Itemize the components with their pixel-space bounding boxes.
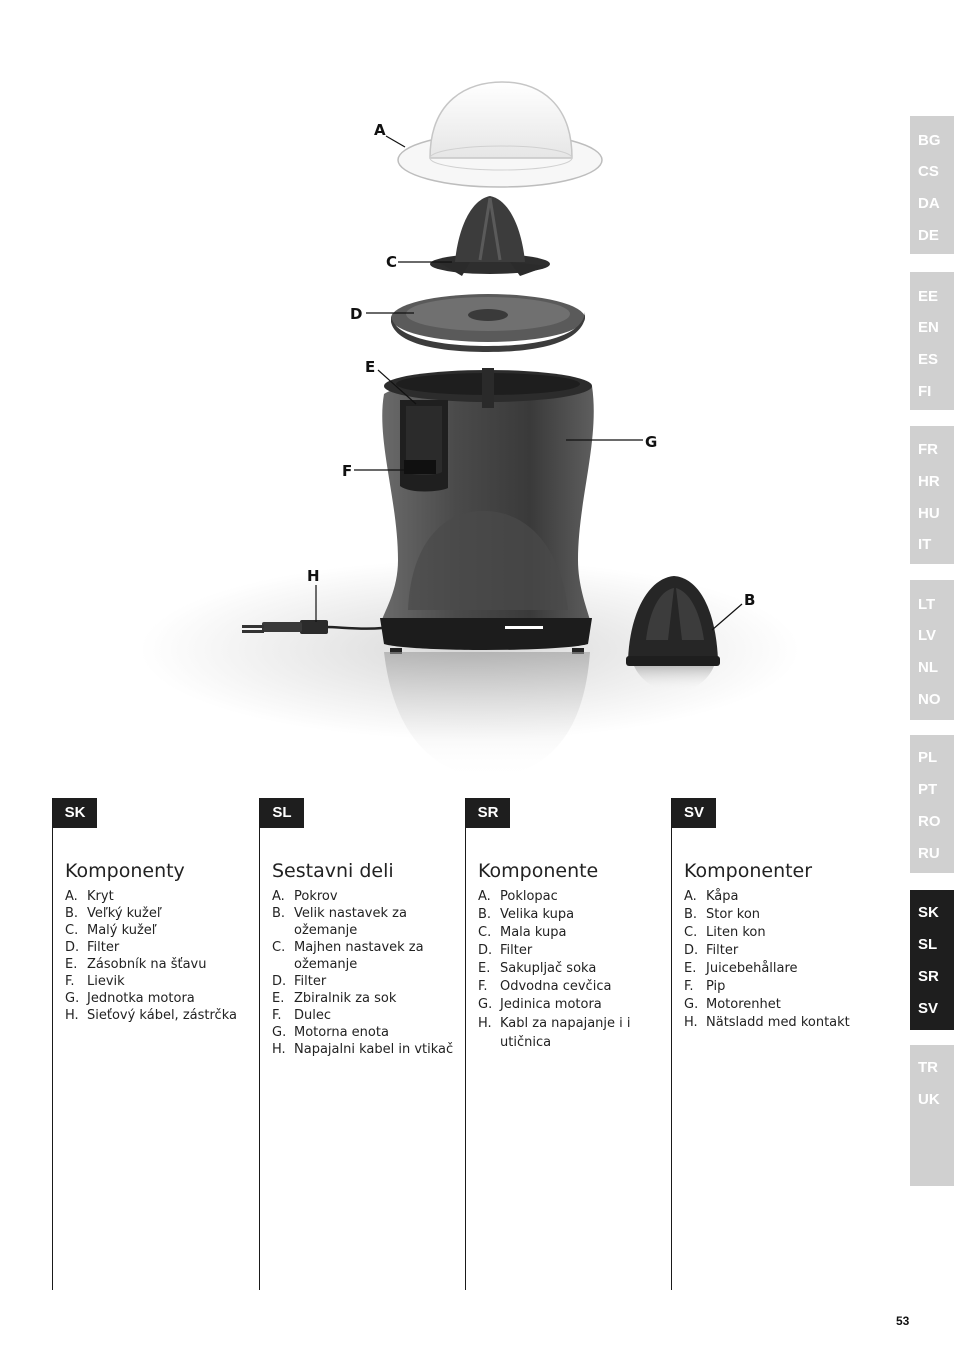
lang-tab-sk[interactable]: SK (918, 904, 939, 921)
list-item (272, 990, 462, 1007)
lang-tab-uk[interactable]: UK (918, 1091, 940, 1108)
lang-group-6-active (910, 890, 954, 1030)
item-text: Motorna enota (294, 1025, 389, 1040)
item-text: Malý kužeľ (87, 923, 157, 938)
callout-f: F (342, 462, 353, 480)
item-letter: H. (478, 1016, 492, 1031)
item-text: Filter (706, 943, 739, 958)
list-item (272, 888, 462, 905)
lang-tab-pt[interactable]: PT (918, 781, 938, 798)
item-text: Pip (706, 979, 726, 994)
item-letter: E. (684, 961, 697, 976)
list-item (65, 922, 255, 939)
item-text: Liten kon (706, 925, 766, 940)
item-text: Zásobník na šťavu (87, 957, 207, 972)
item-text: Jedinica motora (500, 997, 602, 1012)
list-item (684, 906, 874, 923)
lang-tab-da[interactable]: DA (918, 195, 940, 212)
column-language-tag: SK (53, 798, 97, 828)
item-text: Kabl za napajanje i i utičnica (500, 1016, 631, 1050)
lang-group-1 (910, 116, 954, 254)
column-title: Komponente (478, 859, 599, 882)
lang-tab-de[interactable]: DE (918, 227, 939, 244)
callout-e: E (365, 358, 376, 376)
item-letter: F. (478, 979, 488, 994)
lang-tab-ro[interactable]: RO (918, 813, 941, 830)
list-item (684, 996, 874, 1013)
lang-group-2 (910, 272, 954, 410)
lang-tab-fi[interactable]: FI (918, 383, 932, 400)
item-text: Kryt (87, 889, 114, 904)
list-item (272, 1024, 462, 1041)
item-letter: A. (478, 889, 491, 904)
lang-tab-es[interactable]: ES (918, 351, 939, 368)
list-item (65, 888, 255, 905)
list-item (478, 888, 668, 905)
list-item (478, 996, 668, 1013)
item-letter: B. (684, 907, 698, 922)
item-letter: G. (478, 997, 493, 1012)
column-sv (671, 798, 872, 1290)
item-letter: H. (684, 1015, 698, 1030)
item-letter: E. (272, 991, 285, 1006)
item-text: Sieťový kábel, zástrčka (87, 1008, 237, 1023)
item-text: Motorenhet (706, 997, 781, 1012)
item-text: Velik nastavek za ožemanje (294, 906, 407, 938)
lang-group-3 (910, 426, 954, 564)
lang-tab-lv[interactable]: LV (918, 627, 937, 644)
list-item (272, 1041, 462, 1058)
column-title: Komponenter (684, 859, 813, 882)
column-language-tag: SL (260, 798, 304, 828)
lang-tab-sv[interactable]: SV (918, 1000, 939, 1017)
lang-tab-hu[interactable]: HU (918, 505, 940, 522)
item-letter: B. (65, 906, 79, 921)
list-item (65, 990, 255, 1007)
item-text: Pokrov (294, 889, 338, 904)
item-letter: F. (272, 1008, 282, 1023)
item-text: Nätsladd med kontakt (706, 1015, 850, 1030)
lang-tab-it[interactable]: IT (918, 536, 932, 553)
item-letter: G. (65, 991, 80, 1006)
lid-part (398, 82, 602, 187)
callout-b: B (744, 591, 756, 609)
item-text: Lievik (87, 974, 125, 989)
item-letter: F. (65, 974, 75, 989)
item-letter: D. (65, 940, 80, 955)
list-item (272, 905, 462, 939)
item-text: Zbiralnik za sok (294, 991, 397, 1006)
item-text: Sakupljač soka (500, 961, 597, 976)
lang-tab-ee[interactable]: EE (918, 288, 939, 305)
lang-tab-no[interactable]: NO (918, 691, 941, 708)
component-list (684, 888, 874, 1031)
column-sr (465, 798, 666, 1290)
item-letter: C. (478, 925, 492, 940)
list-item (478, 924, 668, 941)
list-item (684, 888, 874, 905)
lang-tab-nl[interactable]: NL (918, 659, 938, 676)
item-letter: G. (272, 1025, 287, 1040)
item-text: Napajalni kabel in vtikač (294, 1042, 454, 1057)
list-item (478, 978, 668, 995)
item-text: Filter (294, 974, 327, 989)
item-letter: D. (684, 943, 699, 958)
item-letter: C. (65, 923, 79, 938)
list-item (65, 905, 255, 922)
filter-part (391, 294, 585, 352)
list-item (65, 956, 255, 973)
item-text: Stor kon (706, 907, 761, 922)
column-title: Komponenty (65, 859, 185, 882)
item-letter: A. (684, 889, 697, 904)
item-text: Filter (500, 943, 533, 958)
lang-tab-tr[interactable]: TR (918, 1059, 938, 1076)
item-letter: C. (272, 940, 286, 955)
item-letter: A. (272, 889, 285, 904)
item-text: Jednotka motora (87, 991, 195, 1006)
component-list (478, 888, 668, 1052)
list-item (684, 960, 874, 977)
item-text: Velika kupa (500, 907, 575, 922)
component-list (272, 888, 462, 1058)
motor-unit-part (380, 368, 594, 780)
component-list (65, 888, 255, 1024)
item-letter: C. (684, 925, 698, 940)
item-letter: H. (272, 1042, 286, 1057)
lang-tab-fr[interactable]: FR (918, 441, 938, 458)
list-item (65, 973, 255, 990)
item-text: Mala kupa (500, 925, 567, 940)
item-letter: F. (684, 979, 694, 994)
lang-tab-lt[interactable]: LT (918, 596, 936, 613)
item-letter: E. (65, 957, 78, 972)
list-item (684, 1014, 874, 1031)
item-text: Dulec (294, 1008, 332, 1023)
item-letter: H. (65, 1008, 79, 1023)
callout-g: G (645, 433, 658, 451)
list-item (478, 942, 668, 959)
list-item (478, 1014, 668, 1052)
column-language-tag: SV (672, 798, 716, 828)
list-item (684, 942, 874, 959)
item-text: Filter (87, 940, 120, 955)
list-item (272, 939, 462, 973)
item-text: Odvodna cevčica (500, 979, 612, 994)
item-text: Kåpa (706, 889, 739, 904)
lang-tab-ru[interactable]: RU (918, 845, 940, 862)
lang-tab-en[interactable]: EN (918, 319, 939, 336)
lang-group-5 (910, 735, 954, 873)
item-letter: B. (272, 906, 286, 921)
lang-tab-sr[interactable]: SR (918, 968, 939, 985)
item-text: Juicebehållare (706, 961, 798, 976)
column-sk (52, 798, 253, 1290)
item-letter: D. (272, 974, 287, 989)
list-item (684, 978, 874, 995)
list-item (272, 1007, 462, 1024)
item-text: Poklopac (500, 889, 558, 904)
list-item (65, 939, 255, 956)
item-letter: E. (478, 961, 491, 976)
callout-h: H (307, 567, 320, 585)
column-title: Sestavni deli (272, 859, 394, 882)
item-text: Veľký kužeľ (87, 906, 162, 921)
callout-c: C (386, 253, 398, 271)
item-letter: D. (478, 943, 493, 958)
lang-tab-hr[interactable]: HR (918, 473, 940, 490)
list-item (478, 960, 668, 977)
list-item (272, 973, 462, 990)
list-item (684, 924, 874, 941)
callout-a: A (374, 121, 386, 139)
item-text: Majhen nastavek za ožemanje (294, 940, 424, 972)
small-cone-part (430, 196, 550, 276)
lang-group-7 (910, 1045, 954, 1186)
item-letter: A. (65, 889, 78, 904)
list-item (478, 906, 668, 923)
list-item (65, 1007, 255, 1024)
item-letter: G. (684, 997, 699, 1012)
lang-tab-bg[interactable]: BG (918, 132, 941, 149)
column-sl (259, 798, 460, 1290)
page-number: 53 (896, 1314, 910, 1328)
column-language-tag: SR (466, 798, 510, 828)
callout-d: D (350, 305, 363, 323)
item-letter: B. (478, 907, 492, 922)
lang-group-4 (910, 580, 954, 720)
lang-tab-cs[interactable]: CS (918, 163, 939, 180)
lang-tab-pl[interactable]: PL (918, 749, 938, 766)
lang-tab-sl[interactable]: SL (918, 936, 938, 953)
